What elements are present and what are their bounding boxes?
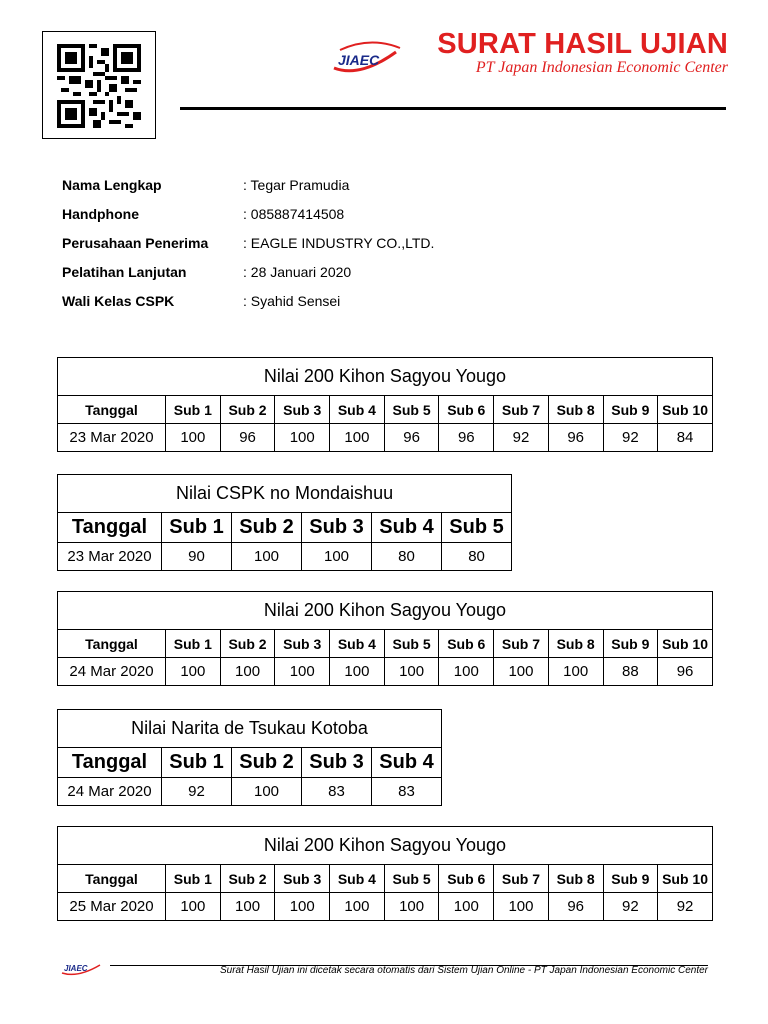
- table-cell: 83: [302, 778, 372, 806]
- column-header: Sub 2: [232, 513, 302, 543]
- column-header: Sub 4: [330, 396, 385, 424]
- table-cell: 96: [439, 424, 494, 452]
- column-header: Sub 4: [330, 630, 385, 658]
- table-cell: 96: [384, 424, 439, 452]
- column-header: Sub 6: [439, 396, 494, 424]
- column-header: Sub 1: [166, 865, 221, 893]
- column-header: Sub 4: [372, 513, 442, 543]
- info-value: : 085887414508: [243, 206, 345, 222]
- table-cell: 80: [442, 543, 512, 571]
- column-header: Sub 6: [439, 630, 494, 658]
- column-header: Sub 1: [162, 748, 232, 778]
- column-header: Sub 7: [494, 396, 549, 424]
- table-title: Nilai 200 Kihon Sagyou Yougo: [58, 592, 713, 630]
- column-header: Sub 1: [162, 513, 232, 543]
- column-header: Sub 6: [439, 865, 494, 893]
- column-header: Sub 5: [442, 513, 512, 543]
- qr-code-icon: [57, 44, 141, 128]
- table-cell: 96: [548, 893, 603, 921]
- score-table-kihon-2: [57, 591, 713, 686]
- document-title: SURAT HASIL UJIAN: [437, 28, 728, 60]
- column-header: Sub 3: [275, 630, 330, 658]
- svg-text:JIAEC: JIAEC: [64, 964, 88, 973]
- company-name: PT Japan Indonesian Economic Center: [475, 59, 728, 76]
- table-cell: 24 Mar 2020: [58, 658, 166, 686]
- column-header: Sub 10: [658, 396, 713, 424]
- table-cell: 100: [548, 658, 603, 686]
- table-title: Nilai 200 Kihon Sagyou Yougo: [58, 827, 713, 865]
- table-title: Nilai CSPK no Mondaishuu: [58, 475, 512, 513]
- column-header: Sub 2: [220, 396, 275, 424]
- table-title: Nilai 200 Kihon Sagyou Yougo: [58, 358, 713, 396]
- column-header: Sub 4: [372, 748, 442, 778]
- table-cell: 96: [658, 658, 713, 686]
- table-cell: 25 Mar 2020: [58, 893, 166, 921]
- table-cell: 83: [372, 778, 442, 806]
- table-cell: 100: [330, 658, 385, 686]
- info-value: : 28 Januari 2020: [243, 264, 352, 280]
- column-header: Tanggal: [58, 630, 166, 658]
- table-cell: 100: [232, 778, 302, 806]
- table-cell: 88: [603, 658, 658, 686]
- table-cell: 100: [384, 893, 439, 921]
- table-cell: 24 Mar 2020: [58, 778, 162, 806]
- table-cell: 23 Mar 2020: [58, 424, 166, 452]
- column-header: Sub 9: [603, 865, 658, 893]
- column-header: Tanggal: [58, 865, 166, 893]
- column-header: Sub 3: [302, 748, 372, 778]
- column-header: Sub 8: [548, 630, 603, 658]
- column-header: Sub 5: [384, 865, 439, 893]
- column-header: Sub 7: [494, 630, 549, 658]
- table-cell: 92: [494, 424, 549, 452]
- table-cell: 90: [162, 543, 232, 571]
- table-cell: 100: [275, 893, 330, 921]
- column-header: Sub 5: [384, 396, 439, 424]
- info-label: Wali Kelas CSPK: [62, 293, 175, 309]
- column-header: Tanggal: [58, 513, 162, 543]
- table-row: [58, 893, 713, 921]
- column-header: Sub 3: [302, 513, 372, 543]
- table-row: [58, 543, 512, 571]
- table-cell: 100: [232, 543, 302, 571]
- column-header: Tanggal: [58, 396, 166, 424]
- table-cell: 100: [275, 424, 330, 452]
- table-cell: 92: [603, 893, 658, 921]
- table-cell: 100: [275, 658, 330, 686]
- table-cell: 100: [439, 893, 494, 921]
- score-table-cspk: [57, 474, 512, 571]
- info-value: : EAGLE INDUSTRY CO.,LTD.: [243, 235, 435, 251]
- table-title: Nilai Narita de Tsukau Kotoba: [58, 710, 442, 748]
- table-cell: 100: [330, 424, 385, 452]
- score-table-narita: [57, 709, 442, 806]
- column-header: Sub 8: [548, 865, 603, 893]
- table-cell: 23 Mar 2020: [58, 543, 162, 571]
- table-cell: 100: [220, 658, 275, 686]
- info-label: Handphone: [62, 206, 139, 222]
- table-cell: 92: [603, 424, 658, 452]
- table-cell: 100: [166, 424, 221, 452]
- table-cell: 92: [162, 778, 232, 806]
- column-header: Sub 7: [494, 865, 549, 893]
- info-label: Perusahaan Penerima: [62, 235, 209, 251]
- jiaec-logo: [330, 38, 402, 83]
- column-header: Sub 2: [232, 748, 302, 778]
- column-header: Sub 2: [220, 630, 275, 658]
- table-cell: 100: [220, 893, 275, 921]
- table-cell: 100: [166, 893, 221, 921]
- table-row: [58, 778, 442, 806]
- qr-code: [42, 31, 156, 139]
- table-cell: 100: [439, 658, 494, 686]
- info-label: Nama Lengkap: [62, 177, 162, 193]
- table-row: [58, 424, 713, 452]
- column-header: Sub 1: [166, 396, 221, 424]
- column-header: Sub 9: [603, 396, 658, 424]
- score-table-kihon-3: [57, 826, 713, 921]
- table-cell: 96: [548, 424, 603, 452]
- table-row: [58, 658, 713, 686]
- column-header: Sub 5: [384, 630, 439, 658]
- score-table-kihon-1: [57, 357, 713, 452]
- column-header: Sub 10: [658, 865, 713, 893]
- table-cell: 100: [494, 893, 549, 921]
- header-divider: [180, 107, 726, 110]
- table-cell: 100: [302, 543, 372, 571]
- table-cell: 96: [220, 424, 275, 452]
- column-header: Tanggal: [58, 748, 162, 778]
- table-cell: 100: [330, 893, 385, 921]
- table-cell: 100: [494, 658, 549, 686]
- table-cell: 84: [658, 424, 713, 452]
- column-header: Sub 10: [658, 630, 713, 658]
- table-cell: 100: [166, 658, 221, 686]
- table-cell: 92: [658, 893, 713, 921]
- column-header: Sub 4: [330, 865, 385, 893]
- info-value: : Syahid Sensei: [243, 293, 341, 309]
- info-value: : Tegar Pramudia: [243, 177, 350, 193]
- svg-text:JIAEC: JIAEC: [338, 52, 380, 68]
- info-label: Pelatihan Lanjutan: [62, 264, 187, 280]
- column-header: Sub 3: [275, 396, 330, 424]
- column-header: Sub 1: [166, 630, 221, 658]
- footer-note: Surat Hasil Ujian ini dicetak secara otomatis dari Sistem Ujian Online - PT Japan Indonesian Economic Center: [219, 965, 708, 976]
- table-cell: 80: [372, 543, 442, 571]
- footer-jiaec-logo: [60, 959, 104, 982]
- table-cell: 100: [384, 658, 439, 686]
- column-header: Sub 8: [548, 396, 603, 424]
- column-header: Sub 9: [603, 630, 658, 658]
- column-header: Sub 3: [275, 865, 330, 893]
- column-header: Sub 2: [220, 865, 275, 893]
